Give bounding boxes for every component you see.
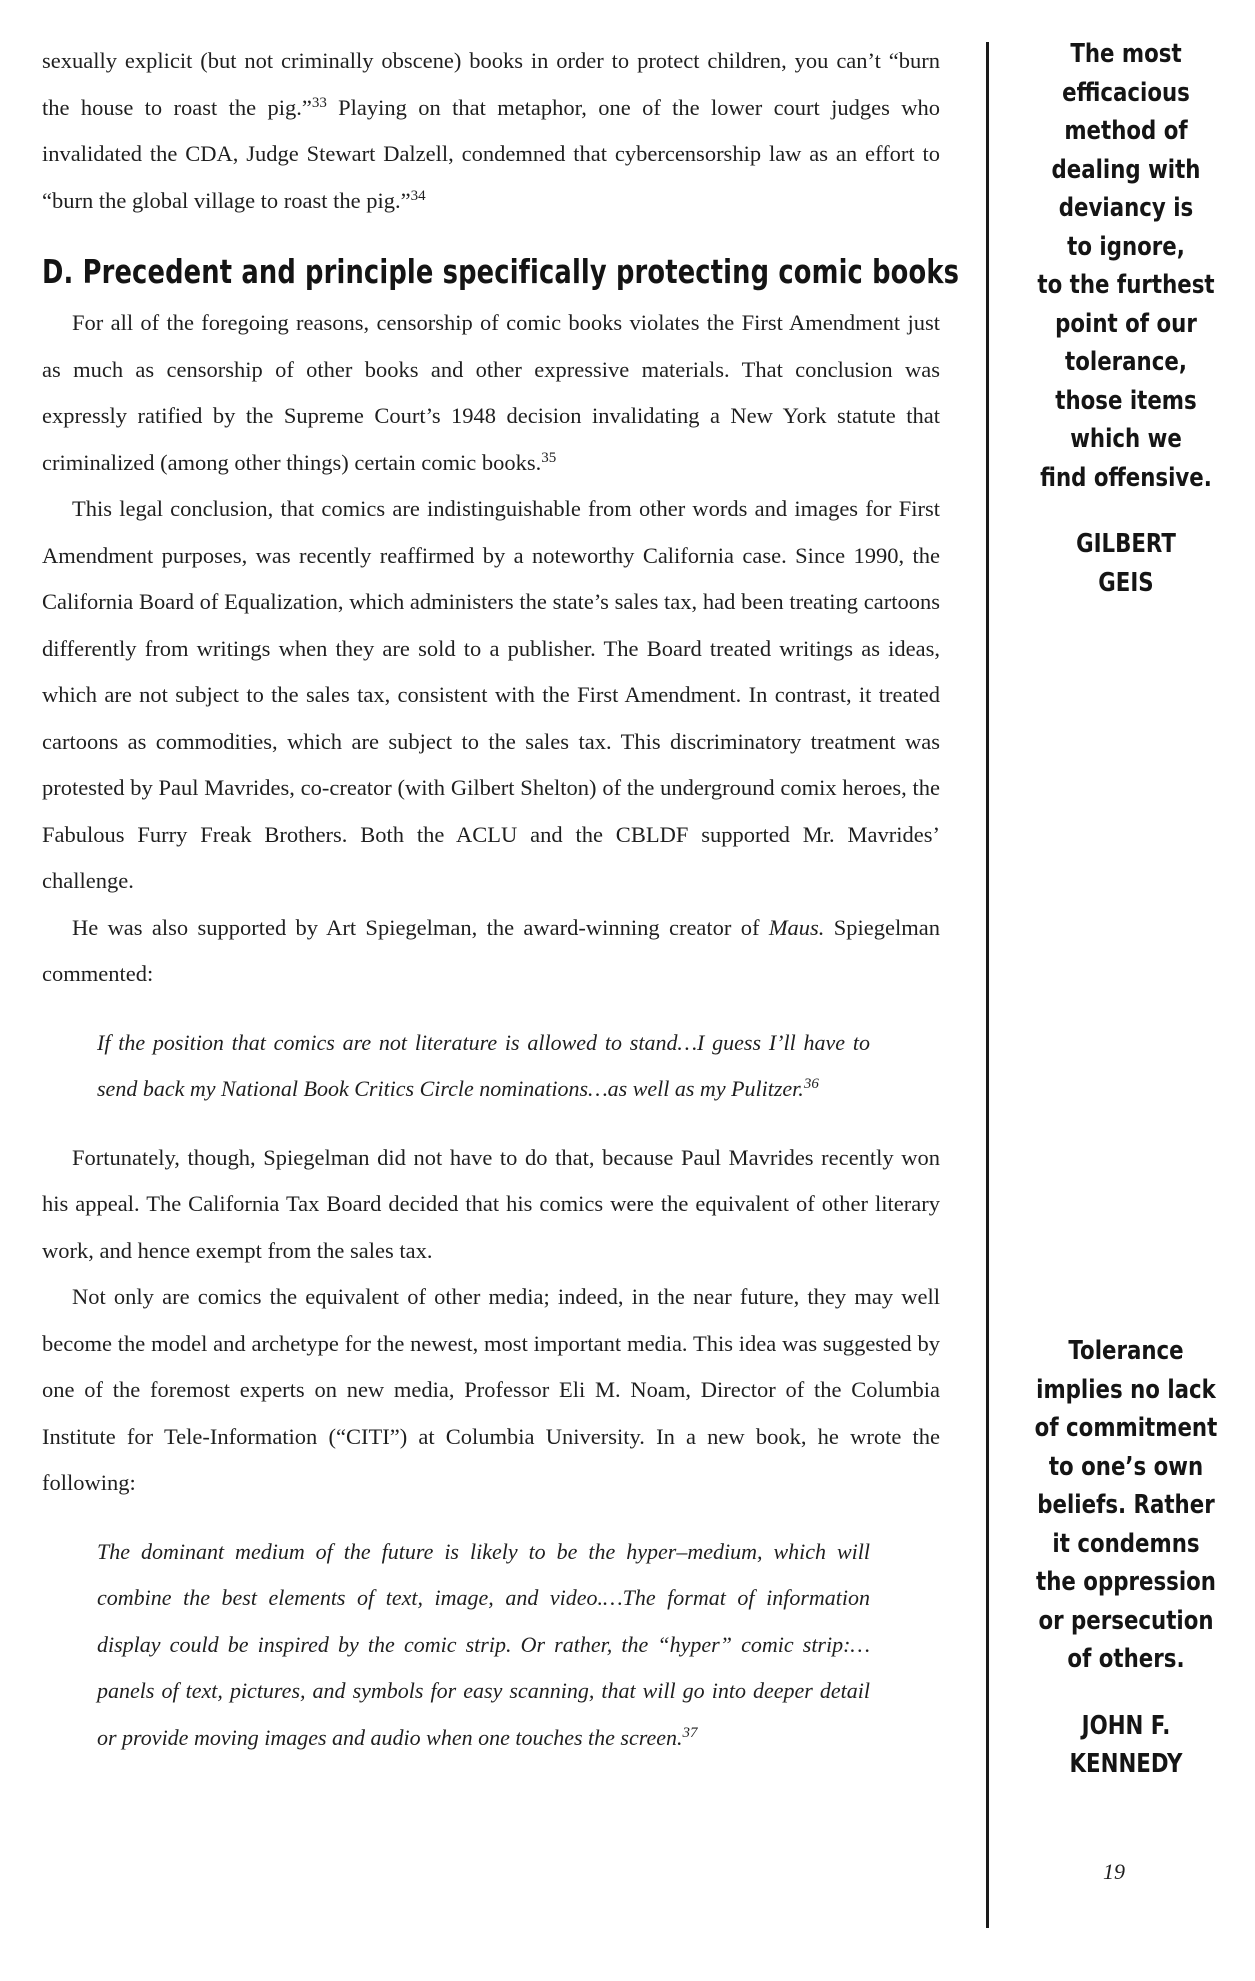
section-heading: D. Precedent and principle specifically protecting comic books: [42, 252, 960, 291]
page-number: 19: [1103, 1859, 1125, 1884]
footnote-ref: 37: [682, 1724, 698, 1741]
sidebar-quote-text: Tolerance implies no lack of commitment to one’s own beliefs. Rather it condemns the oppression or persecution of others.: [1034, 1336, 1218, 1674]
sidebar-quote-text: The most efficacious method of dealing with deviancy is to ignore, to the furthest point of our tolerance, those items which we find offensive.: [1037, 39, 1215, 493]
paragraph-text: He was also supported by Art Spiegelman, the award-winning creator of: [72, 914, 769, 940]
footnote-ref: 36: [803, 1075, 819, 1092]
sidebar-quote-geis: [1008, 35, 1244, 602]
sidebar-quote-kennedy: [1008, 1332, 1244, 1784]
paragraph-foregoing: [42, 300, 940, 486]
sidebar-divider: [986, 42, 989, 1928]
block-quote-spiegelman: [97, 1020, 870, 1113]
sidebar-quote-author: JOHN F. KENNEDY: [1069, 1710, 1183, 1779]
quote-text: If the position that comics are not literature is allowed to stand…I guess I’ll have to send back my National Book Critics Circle nominations…as well as my Pulitzer.: [97, 1029, 870, 1101]
quote-text: The dominant medium of the future is likely to be the hyper–medium, which will combine the best elements of text, image, and video.…The format of information display could be inspired by the comic strip. Or rather, the “hyper” comic strip:…panels of text, pictures, and symbols for easy scanning, that will go into deeper detail or provide moving images and audio when one touches the screen.: [97, 1538, 870, 1750]
paragraph-text: sexually explicit (but not criminally obscene) books in order to protect children, you can’t “burn the house to roast the pig.”: [42, 48, 940, 120]
footnote-ref: 34: [410, 187, 426, 204]
footnote-ref: 35: [541, 449, 557, 466]
paragraph-text: For all of the foregoing reasons, censorship of comic books violates the First Amendment just as much as censorship of other books and other expressive materials. That conclusion was expressly ratified by the Supreme Court’s 1948 decision invalidating a New York statute that criminalized (among other things) certain comic books.: [42, 310, 940, 475]
sidebar-quote-author: GILBERT GEIS: [1076, 529, 1176, 598]
paragraph-appeal: Fortunately, though, Spiegelman did not have to do that, because Paul Mavrides recently won his appeal. The California Tax Board decided that his comics were the equivalent of other literary work, and hence exempt from the sales tax.: [42, 1144, 940, 1263]
paragraph-intro: [42, 38, 940, 224]
paragraph-california-case: This legal conclusion, that comics are indistinguishable from other words and images for First Amendment purposes, was recently reaffirmed by a noteworthy California case. Since 1990, the California Board of Equalization, which administers the state’s sales tax, had been treating cartoons differently from writings when they are sold to a publisher. The Board treated writings as ideas, which are not subject to the sales tax, consistent with the First Amendment. In contrast, it treated cartoons as commodities, which are subject to the sales tax. This discriminatory treatment was protested by Paul Mavrides, co-creator (with Gilbert Shelton) of the underground comix heroes, the Fabulous Furry Freak Brothers. Both the ACLU and the CBLDF supported Mr. Mavrides’ challenge.: [42, 496, 940, 893]
block-quote-noam: [97, 1529, 870, 1762]
paragraph-text: Playing on that metaphor, one of the lower court judges who invalidated the CDA, Judge Stewart Dalzell, condemned that cybercensorship law as an effort to “burn the global village to roast the pig.”: [42, 94, 940, 213]
paragraph-spiegelman: [42, 905, 940, 998]
paragraph-text: Spiegelman commented:: [42, 914, 940, 986]
main-text-column: [42, 38, 960, 1783]
book-title: Maus.: [768, 914, 825, 940]
paragraph-new-media: Not only are comics the equivalent of other media; indeed, in the near future, they may well become the model and archetype for the newest, most important media. This idea was suggested by one of the foremost experts on new media, Professor Eli M. Noam, Director of the Columbia Institute for Tele-Information (“CITI”) at Columbia University. In a new book, he wrote the following:: [42, 1284, 940, 1495]
footnote-ref: 33: [311, 94, 327, 111]
